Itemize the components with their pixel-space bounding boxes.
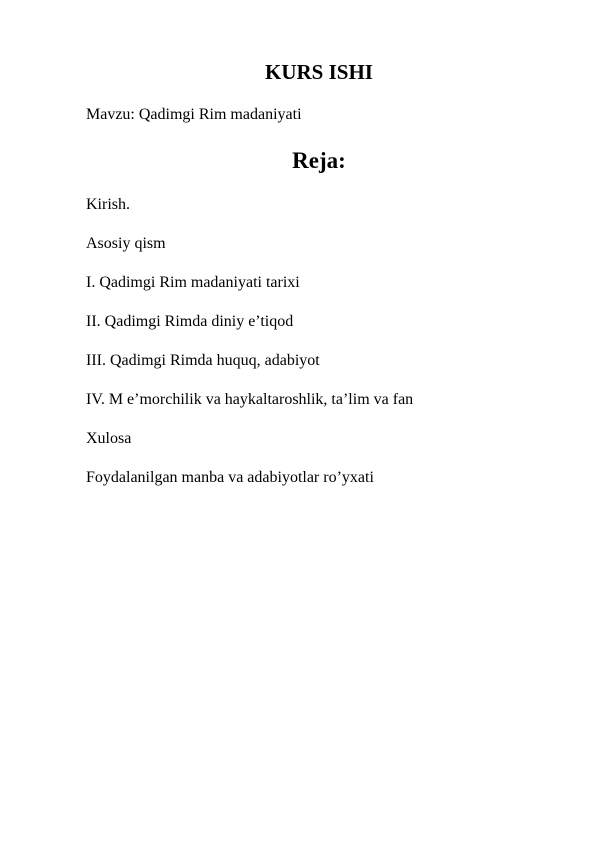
- plan-item-chapter-1: I. Qadimgi Rim madaniyati tarixi: [86, 274, 300, 291]
- plan-item-main-part: Asosiy qism: [86, 235, 166, 252]
- document-title: KURS ISHI: [265, 60, 373, 84]
- plan-heading: Reja:: [292, 148, 346, 173]
- plan-item-introduction: Kirish.: [86, 196, 130, 213]
- plan-item-chapter-4: IV. M e’morchilik va haykaltaroshlik, ta’lim va fan: [86, 391, 414, 408]
- plan-item-bibliography: Foydalanilgan manba va adabiyotlar ro’yxati: [86, 469, 374, 486]
- plan-item-conclusion: Xulosa: [86, 430, 132, 447]
- plan-item-chapter-3: III. Qadimgi Rimda huquq, adabiyot: [86, 352, 320, 369]
- document-subject: Mavzu: Qadimgi Rim madaniyati: [86, 106, 302, 123]
- plan-item-chapter-2: II. Qadimgi Rimda diniy e’tiqod: [86, 313, 294, 330]
- plan-list: [86, 195, 413, 507]
